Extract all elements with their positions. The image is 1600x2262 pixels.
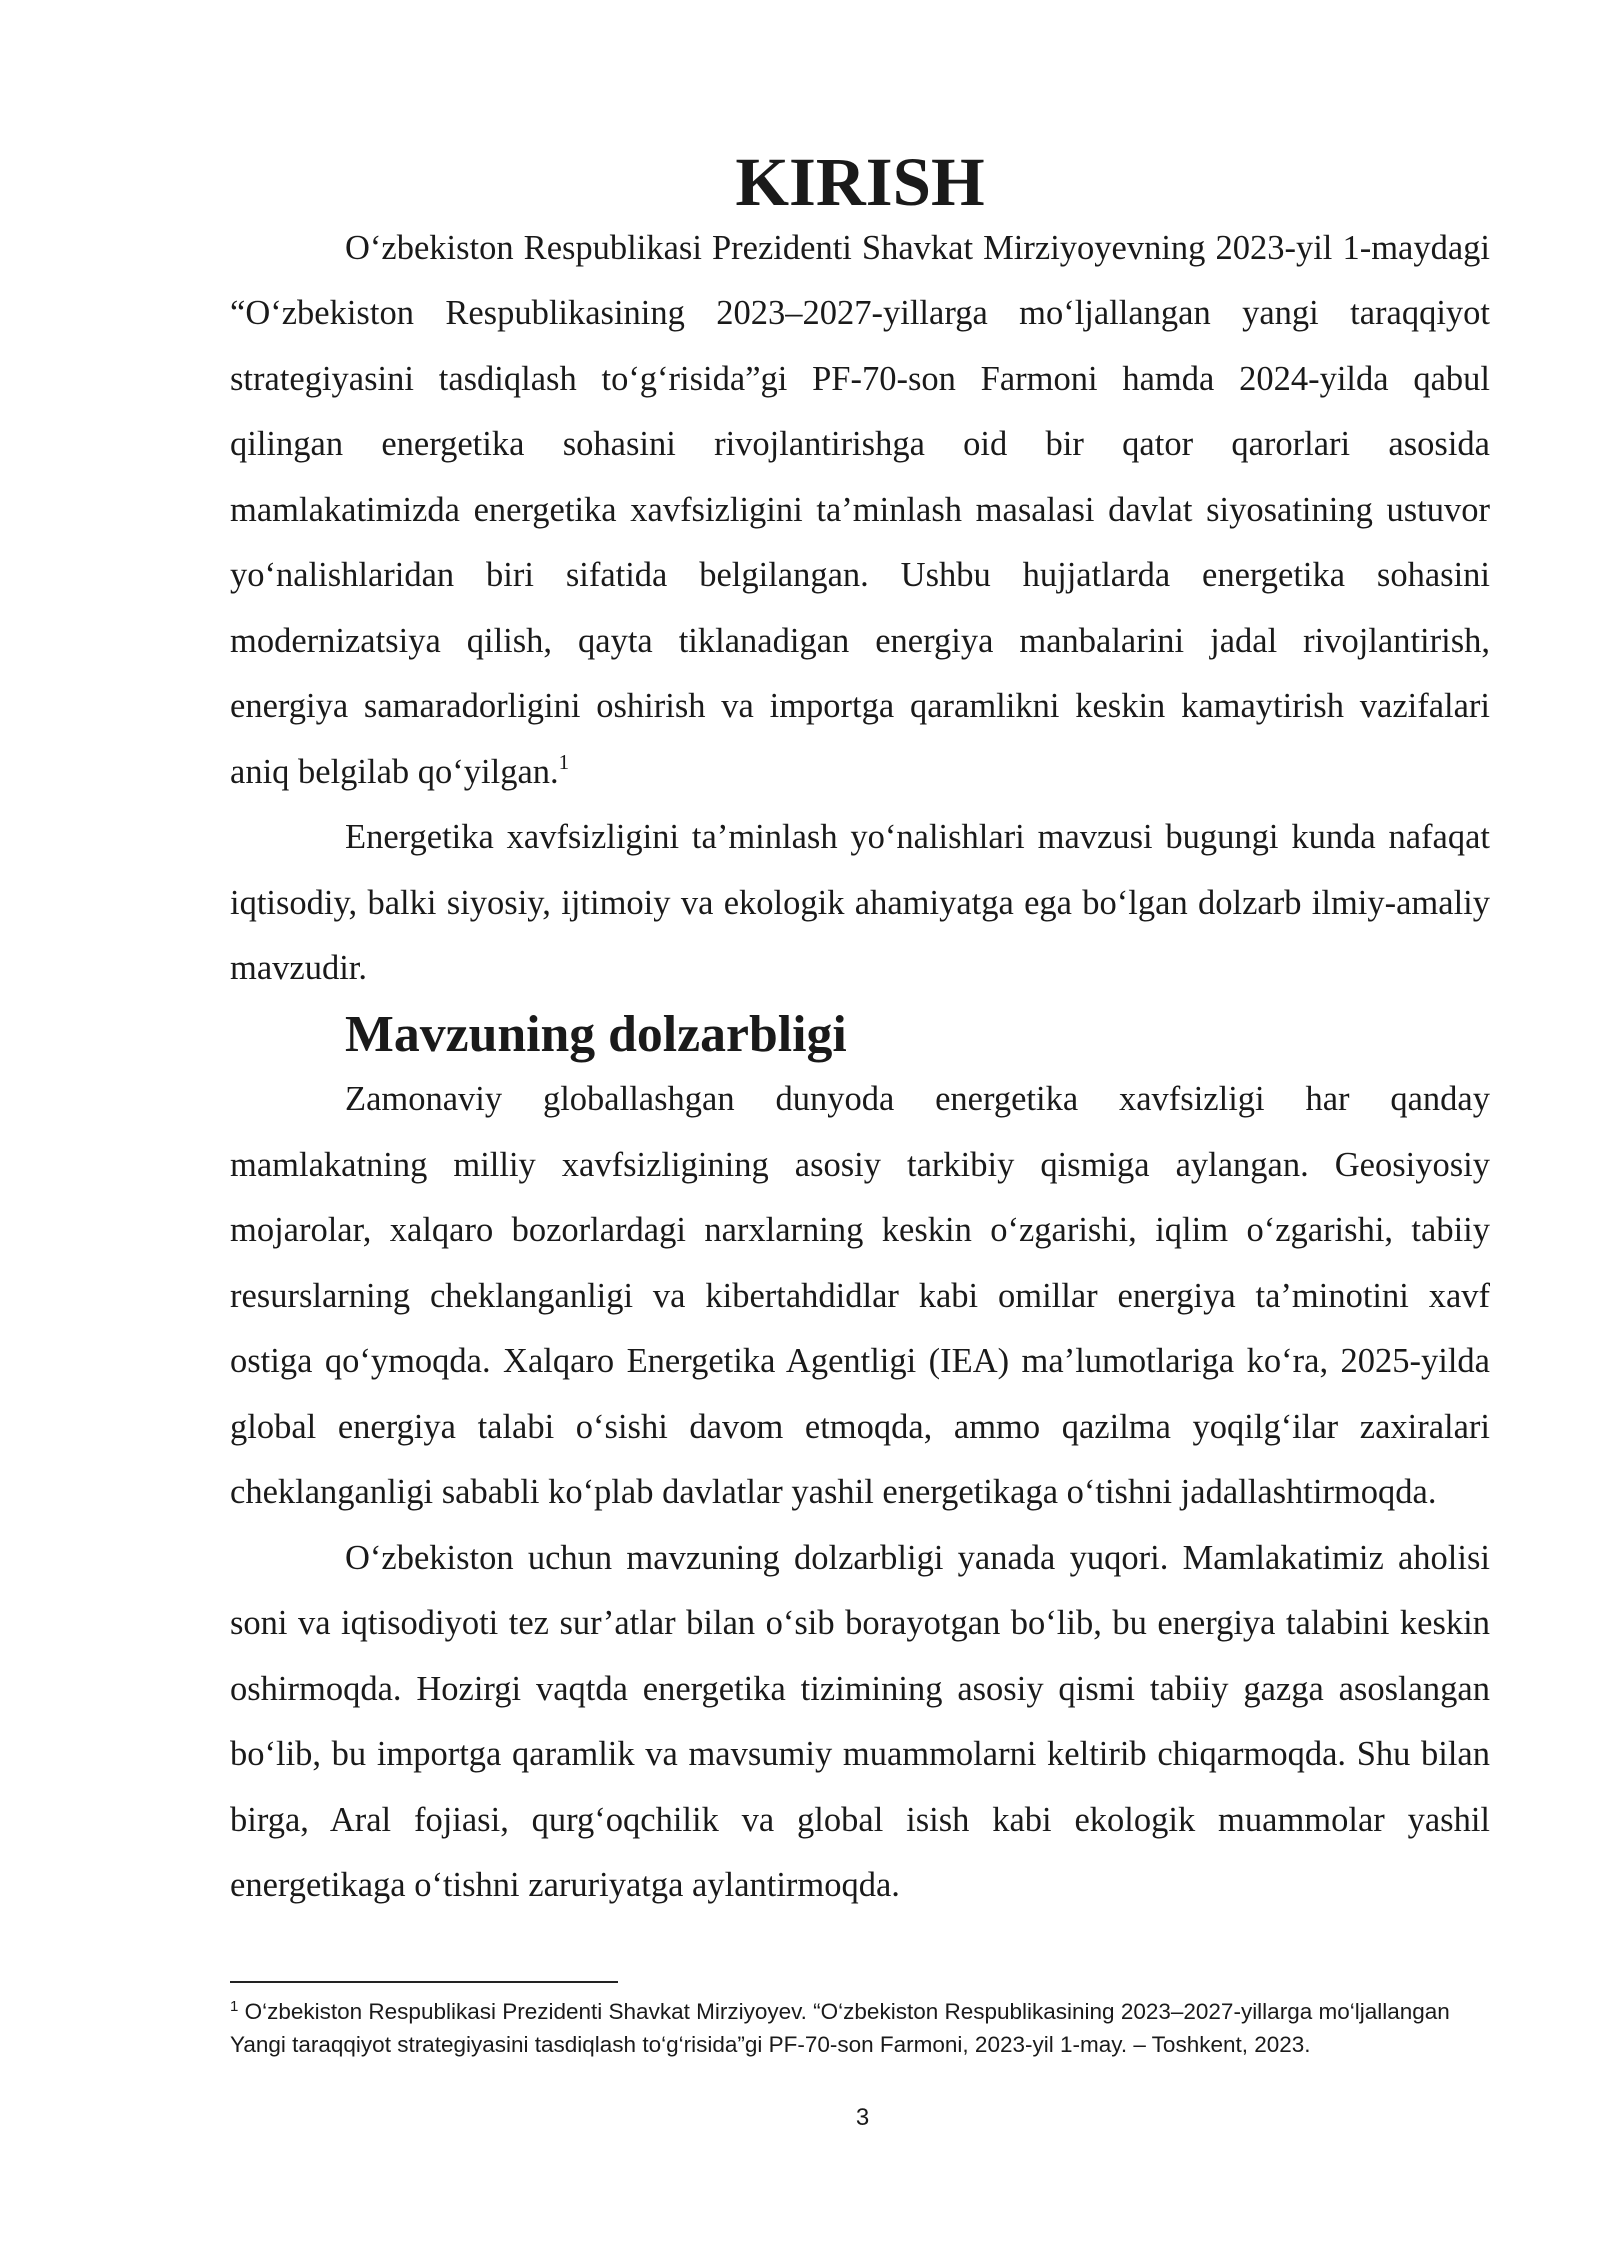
relevance-paragraph-2: O‘zbekiston uchun mavzuning dolzarbligi yanada yuqori. Mamlakatimiz aholisi soni va iqtisodiyoti tez sur’atlar bilan o‘sib borayotgan bo‘lib, bu energiya talabini keskin oshirmoqda. Hozirgi vaqtda energetika tizimining asosiy qismi tabiiy gazga asoslangan bo‘lib, bu importga qaramlik va mavsumiy muammolarni keltirib chiqarmoqda. Shu bilan birga, Aral fojiasi, qurg‘oqchilik va global isish kabi ekologik muammolar yashil energetikaga o‘tishni zaruriyatga aylantirmoqda. xyxy=(230,1538,1490,1904)
intro-paragraph-2: Energetika xavfsizligini ta’minlash yo‘nalishlari mavzusi bugungi kunda nafaqat iqtisodiy, balki siyosiy, ijtimoiy va ekologik ahamiyatga ega bo‘lgan dolzarb ilmiy-amaliy mavzudir. xyxy=(230,818,1490,987)
page-number: 3 xyxy=(855,2104,870,2131)
subsection-heading: Mavzuning dolzarbligi xyxy=(345,1005,847,1063)
intro-paragraph-1-text: O‘zbekiston Respublikasi Prezidenti Shavkat Mirziyoyevning 2023-yil 1-maydagi “O‘zbekiston Respublikasining 2023–2027-yillarga mo‘ljallangan yangi taraqqiyot strategiyasini tasdiqlash to‘g‘risida”gi PF-70-son Farmoni hamda 2024-yilda qabul qilingan energetika sohasini rivojlantirishga oid bir qator qarorlari asosida mamlakatimizda energetika xavfsizligini ta’minlash masalasi davlat siyosatining ustuvor yo‘nalishlaridan biri sifatida belgilangan. Ushbu hujjatlarda energetika sohasini modernizatsiya qilish, qayta tiklanadigan energiya manbalarini jadal rivojlantirish, energiya samaradorligini oshirish va importga qaramlikni keskin kamaytirish vazifalari aniq belgilab qo‘yilgan. xyxy=(230,228,1490,791)
intro-paragraph-1 xyxy=(230,216,1490,806)
footnote xyxy=(230,1995,1490,2061)
footnote-separator xyxy=(230,1981,618,1983)
relevance-paragraph-1: Zamonaviy globallashgan dunyoda energetika xavfsizligi har qanday mamlakatning milliy xavfsizligining asosiy tarkibiy qismiga aylangan. Geosiyosiy mojarolar, xalqaro bozorlardagi narxlarning keskin o‘zgarishi, iqlim o‘zgarishi, tabiiy resurslarning cheklanganligi va kibertahdidlar kabi omillar energiya ta’minotini xavf ostiga qo‘ymoqda. Xalqaro Energetika Agentligi (IEA) ma’lumotlariga ko‘ra, 2025-yilda global energiya talabi o‘sishi davom etmoqda, ammo qazilma yoqilg‘ilar zaxiralari cheklanganligi sababli ko‘plab davlatlar yashil energetikaga o‘tishni jadallashtirmoqda. xyxy=(230,1080,1490,1511)
footnote-text: O‘zbekiston Respublikasi Prezidenti Shavkat Mirziyoyev. “O‘zbekiston Respublikasining 2023–2027-yillarga mo‘ljallangan Yangi taraqqiyot strategiyasini tasdiqlash to‘g‘risida”gi PF-70-son Farmoni, 2023-yil 1-may. – Toshkent, 2023. xyxy=(230,1999,1450,2057)
section-title: KIRISH xyxy=(735,144,985,220)
document-body xyxy=(230,144,1490,1919)
footnote-number: 1 xyxy=(230,1998,239,2015)
footnote-reference[interactable]: 1 xyxy=(558,749,570,774)
